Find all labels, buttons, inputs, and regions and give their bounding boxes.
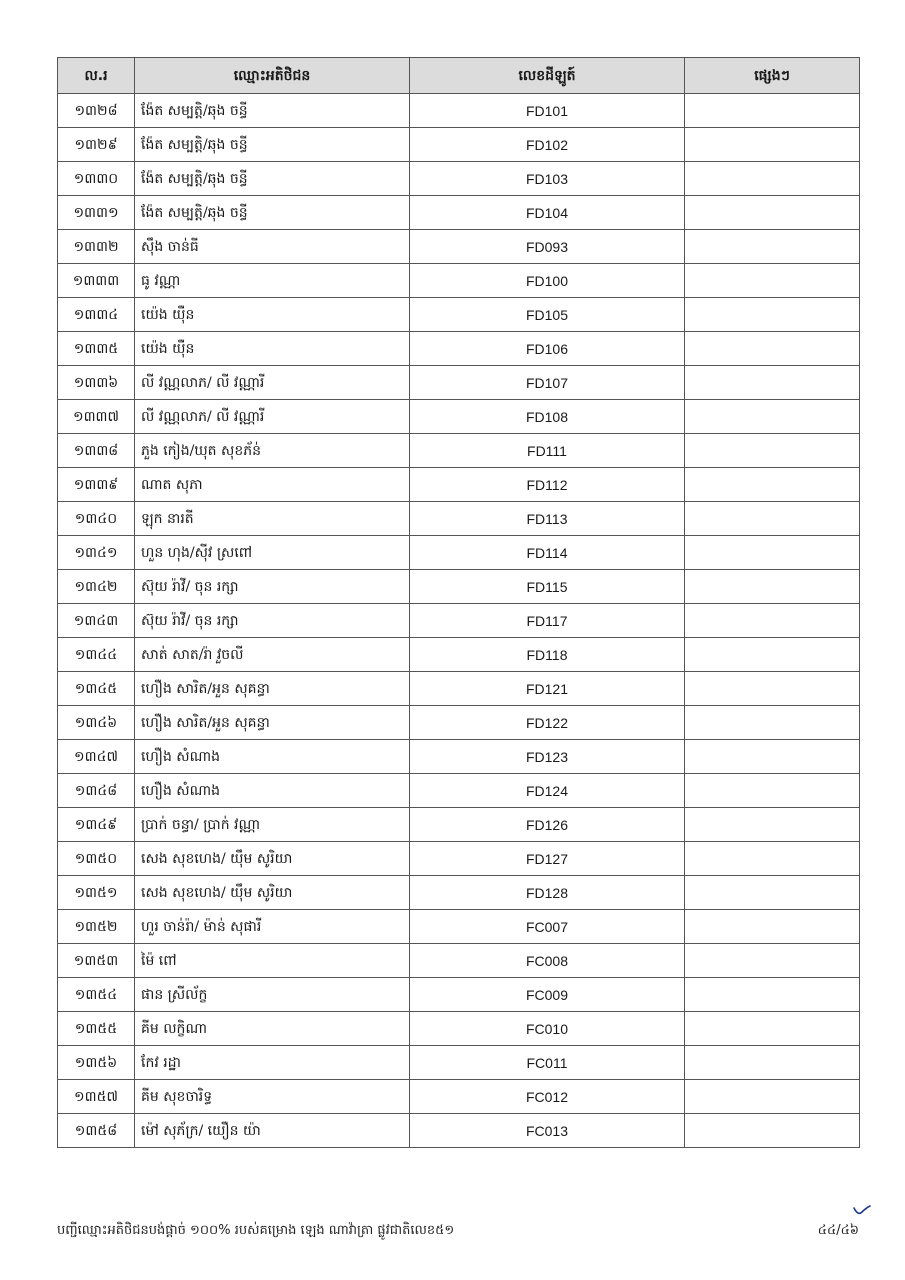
cell-number: ១៣៥០	[58, 842, 135, 876]
cell-plot-number: FC009	[410, 978, 685, 1012]
table-row	[58, 638, 860, 672]
table-row	[58, 196, 860, 230]
cell-plot-number: FD102	[410, 128, 685, 162]
customer-table	[57, 57, 860, 1148]
table-row	[58, 366, 860, 400]
cell-plot-number: FD106	[410, 332, 685, 366]
cell-other	[685, 1080, 860, 1114]
cell-other	[685, 230, 860, 264]
cell-number: ១៣៥២	[58, 910, 135, 944]
cell-plot-number: FD093	[410, 230, 685, 264]
table-row	[58, 298, 860, 332]
cell-plot-number: FD128	[410, 876, 685, 910]
cell-customer-name: ម៉ៃ ពៅ	[135, 944, 410, 978]
cell-customer-name: ណាត សុភា	[135, 468, 410, 502]
cell-customer-name: គីម សុខចារិទ្ធ	[135, 1080, 410, 1114]
pen-mark-icon	[852, 1204, 872, 1218]
cell-customer-name: ម៉ៅ សុភ័ក្រ/ យឿន យ៉ា	[135, 1114, 410, 1148]
cell-number: ១៣៤៩	[58, 808, 135, 842]
cell-number: ១៣៣៤	[58, 298, 135, 332]
cell-plot-number: FD127	[410, 842, 685, 876]
cell-other	[685, 740, 860, 774]
cell-plot-number: FC007	[410, 910, 685, 944]
cell-number: ១៣៣១	[58, 196, 135, 230]
cell-customer-name: ហួន ហុង/ស៊ីវ ស្រពៅ	[135, 536, 410, 570]
footer-title: បញ្ជីឈ្មោះអតិថិជនបង់ផ្តាច់ ១០០% របស់គម្រោង ឡេង ណាវ៉ាត្រា ផ្លូវជាតិលេខ៥១	[57, 1223, 455, 1238]
cell-other	[685, 978, 860, 1012]
cell-number: ១៣៤០	[58, 502, 135, 536]
cell-customer-name: ហឿង សំណាង	[135, 774, 410, 808]
cell-other	[685, 604, 860, 638]
cell-plot-number: FD108	[410, 400, 685, 434]
header-number: ល.រ	[58, 58, 135, 94]
cell-other	[685, 1046, 860, 1080]
header-other: ផ្សេងៗ	[685, 58, 860, 94]
cell-other	[685, 672, 860, 706]
cell-other	[685, 910, 860, 944]
cell-plot-number: FD124	[410, 774, 685, 808]
cell-other	[685, 502, 860, 536]
cell-number: ១៣៤២	[58, 570, 135, 604]
cell-customer-name: ឡុក នារតី	[135, 502, 410, 536]
cell-plot-number: FC012	[410, 1080, 685, 1114]
table-row	[58, 706, 860, 740]
table-row	[58, 570, 860, 604]
cell-number: ១៣៣៥	[58, 332, 135, 366]
cell-number: ១៣៤៤	[58, 638, 135, 672]
cell-other	[685, 298, 860, 332]
table-row	[58, 94, 860, 128]
table-row	[58, 1012, 860, 1046]
cell-number: ១៣៣៣	[58, 264, 135, 298]
cell-customer-name: សាត់ សាត/រ៉ា វួចលី	[135, 638, 410, 672]
cell-number: ១៣៣៧	[58, 400, 135, 434]
cell-plot-number: FD101	[410, 94, 685, 128]
cell-plot-number: FC008	[410, 944, 685, 978]
table-row	[58, 1080, 860, 1114]
table-row	[58, 230, 860, 264]
header-customer-name: ឈ្មោះអតិថិជន	[135, 58, 410, 94]
cell-customer-name: គីម លក្ខិណា	[135, 1012, 410, 1046]
table-row	[58, 162, 860, 196]
cell-number: ១៣៤៨	[58, 774, 135, 808]
cell-customer-name: យ៉េង យ៉ឺន	[135, 298, 410, 332]
cell-number: ១៣២៨	[58, 94, 135, 128]
table-row	[58, 808, 860, 842]
cell-other	[685, 264, 860, 298]
cell-other	[685, 876, 860, 910]
cell-customer-name: កែវ រដ្ឋា	[135, 1046, 410, 1080]
cell-customer-name: ហឿង សារិត/អួន សុគន្ធា	[135, 672, 410, 706]
cell-other	[685, 400, 860, 434]
cell-other	[685, 94, 860, 128]
table-row	[58, 944, 860, 978]
cell-number: ១៣៤៧	[58, 740, 135, 774]
table-body	[58, 94, 860, 1148]
cell-customer-name: ធូ វណ្ណា	[135, 264, 410, 298]
table-row	[58, 128, 860, 162]
cell-customer-name: ង៉ែត សម្បត្តិ/ឆុង ចន្ធី	[135, 196, 410, 230]
table-row	[58, 876, 860, 910]
cell-other	[685, 196, 860, 230]
cell-number: ១៣៥១	[58, 876, 135, 910]
table-row	[58, 434, 860, 468]
cell-customer-name: ស៊ឹង ចាន់ធី	[135, 230, 410, 264]
table-row	[58, 604, 860, 638]
cell-customer-name: ហួរ ចាន់រ៉ា/ ម៉ាន់ សុផារី	[135, 910, 410, 944]
cell-customer-name: លី វណ្ណលាភ/ លី វណ្ណារី	[135, 400, 410, 434]
table-header-row	[58, 58, 860, 94]
table-row	[58, 468, 860, 502]
table-row	[58, 502, 860, 536]
cell-plot-number: FD118	[410, 638, 685, 672]
cell-other	[685, 638, 860, 672]
table-row	[58, 400, 860, 434]
cell-number: ១៣៤១	[58, 536, 135, 570]
cell-number: ១៣៣៩	[58, 468, 135, 502]
cell-plot-number: FD105	[410, 298, 685, 332]
table-row	[58, 1046, 860, 1080]
cell-other	[685, 366, 860, 400]
cell-other	[685, 434, 860, 468]
cell-other	[685, 570, 860, 604]
cell-number: ១៣៥៨	[58, 1114, 135, 1148]
cell-customer-name: យ៉េង យ៉ឺន	[135, 332, 410, 366]
cell-customer-name: ប្រាក់ ចន្ធា/ ប្រាក់ វណ្ណា	[135, 808, 410, 842]
cell-other	[685, 1012, 860, 1046]
table-row	[58, 332, 860, 366]
table-row	[58, 774, 860, 808]
cell-plot-number: FD121	[410, 672, 685, 706]
page-footer	[57, 1222, 859, 1244]
cell-plot-number: FD111	[410, 434, 685, 468]
cell-plot-number: FC013	[410, 1114, 685, 1148]
cell-number: ១៣៤៣	[58, 604, 135, 638]
cell-customer-name: ង៉ែត សម្បត្តិ/ឆុង ចន្ធី	[135, 162, 410, 196]
cell-number: ១៣៥៥	[58, 1012, 135, 1046]
cell-number: ១៣៤៥	[58, 672, 135, 706]
table-row	[58, 910, 860, 944]
cell-plot-number: FC010	[410, 1012, 685, 1046]
cell-plot-number: FD112	[410, 468, 685, 502]
cell-plot-number: FC011	[410, 1046, 685, 1080]
table-row	[58, 740, 860, 774]
table-row	[58, 1114, 860, 1148]
cell-other	[685, 808, 860, 842]
cell-other	[685, 468, 860, 502]
cell-number: ១៣៣៦	[58, 366, 135, 400]
cell-other	[685, 162, 860, 196]
table-row	[58, 264, 860, 298]
page-number: ៤៤/៤៦	[817, 1223, 859, 1238]
cell-number: ១៣៤៦	[58, 706, 135, 740]
cell-other	[685, 536, 860, 570]
cell-customer-name: សេង សុខហេង/ យ៉ឹម សូរិយា	[135, 842, 410, 876]
cell-plot-number: FD115	[410, 570, 685, 604]
cell-customer-name: ង៉ែត សម្បត្តិ/ឆុង ចន្ធី	[135, 94, 410, 128]
cell-other	[685, 1114, 860, 1148]
cell-customer-name: សេង សុខហេង/ យ៉ឹម សូរិយា	[135, 876, 410, 910]
table-row	[58, 536, 860, 570]
cell-plot-number: FD126	[410, 808, 685, 842]
table-row	[58, 672, 860, 706]
cell-plot-number: FD113	[410, 502, 685, 536]
cell-number: ១៣៥៧	[58, 1080, 135, 1114]
cell-plot-number: FD107	[410, 366, 685, 400]
cell-customer-name: ភួង កៀង/ឃុត សុខភ័ន់	[135, 434, 410, 468]
cell-number: ១៣៣០	[58, 162, 135, 196]
cell-number: ១៣៣៨	[58, 434, 135, 468]
table-row	[58, 842, 860, 876]
cell-customer-name: ស៊ុយ រ៉ាវី/ ចុន រក្សា	[135, 570, 410, 604]
cell-plot-number: FD117	[410, 604, 685, 638]
cell-other	[685, 842, 860, 876]
cell-other	[685, 706, 860, 740]
cell-plot-number: FD103	[410, 162, 685, 196]
cell-number: ១៣៥៦	[58, 1046, 135, 1080]
cell-number: ១៣៥៤	[58, 978, 135, 1012]
cell-customer-name: ផាន ស្រីល័ក្ខ	[135, 978, 410, 1012]
cell-customer-name: ង៉ែត សម្បត្តិ/ឆុង ចន្ធី	[135, 128, 410, 162]
cell-customer-name: ហឿង សារិត/អួន សុគន្ធា	[135, 706, 410, 740]
cell-other	[685, 944, 860, 978]
cell-customer-name: លី វណ្ណលាភ/ លី វណ្ណារី	[135, 366, 410, 400]
cell-customer-name: ស៊ុយ រ៉ាវី/ ចុន រក្សា	[135, 604, 410, 638]
cell-plot-number: FD104	[410, 196, 685, 230]
cell-other	[685, 332, 860, 366]
cell-plot-number: FD122	[410, 706, 685, 740]
cell-plot-number: FD100	[410, 264, 685, 298]
cell-number: ១៣៥៣	[58, 944, 135, 978]
cell-other	[685, 774, 860, 808]
table-row	[58, 978, 860, 1012]
cell-plot-number: FD114	[410, 536, 685, 570]
cell-number: ១៣២៩	[58, 128, 135, 162]
cell-customer-name: ហឿង សំណាង	[135, 740, 410, 774]
cell-number: ១៣៣២	[58, 230, 135, 264]
header-plot-number: លេខដីឡូត៍	[410, 58, 685, 94]
cell-other	[685, 128, 860, 162]
cell-plot-number: FD123	[410, 740, 685, 774]
